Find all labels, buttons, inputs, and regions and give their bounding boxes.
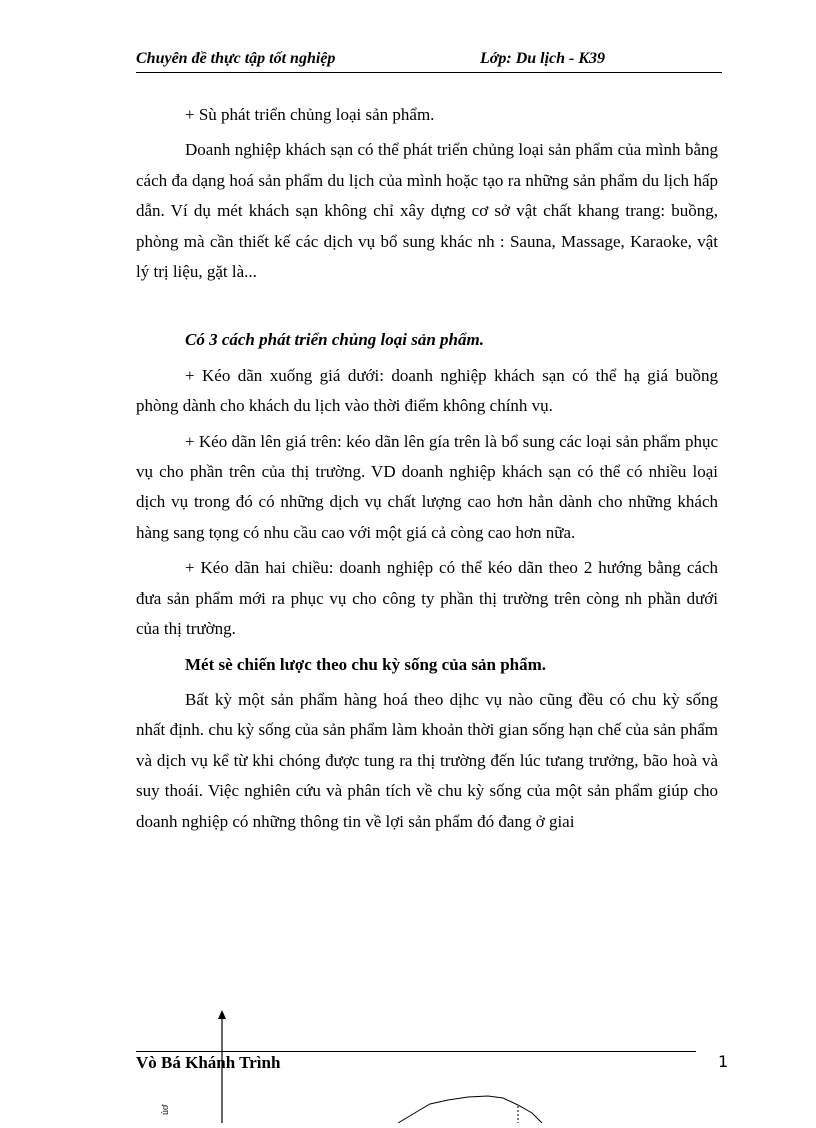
paragraph: Bất kỳ một sản phẩm hàng hoá theo dịhc vụ nào cũng đều có chu kỳ sống nhất định. chu kỳ sống của sản phẩm làm khoản thời gian sống hạn chế của sản phẩm và dịch vụ kể từ khi chóng được tung ra thị trường đến lúc tưang trưởng, bão hoà và suy thoái. Việc nghiên cứu và phân tích về chu kỳ sống của một sản phẩm giúp cho doanh nghiệp có những thông tin về lợi sản phẩm đó đang ở giai	[136, 689, 718, 831]
life-cycle-curve	[398, 1096, 542, 1123]
page-header	[136, 50, 722, 73]
paragraph-subheading: + Sù phát triển chủng loại sản phẩm.	[185, 105, 435, 124]
document-body	[136, 100, 718, 842]
paragraph: + Kéo dãn hai chiều: doanh nghiệp có thể kéo dãn theo 2 hướng bằng cách đưa sản phẩm mới ra phục vụ cho công ty phần thị trường trên còng nh phần dưới của thị trường.	[136, 558, 718, 639]
footer-divider	[136, 1051, 696, 1052]
paragraph: Doanh nghiệp khách sạn có thể phát triển chủng loại sản phẩm của mình bằng cách đa dạng hoá sản phẩm du lịch của mình hoặc tạo ra những sản phẩm du lịch hấp dẫn. Ví dụ mét khách sạn không chỉ xây dựng cơ sở vật chất khang trang: buồng, phòng mà cần thiết kế các dịch vụ bổ sung khác nh : Sauna, Massage, Karaoke, vật lý trị liệu, gặt là...	[136, 140, 718, 282]
section-heading: Có 3 cách phát triển chủng loại sản phẩm.	[185, 330, 484, 350]
section-heading: Mét sè chiến lược theo chu kỳ sống của sản phẩm.	[185, 654, 547, 674]
footer-author: Vò Bá Khánh Trình	[136, 1053, 281, 1072]
header-class-label: Lớp: Du lịch - K39	[480, 50, 606, 67]
page-number: 1	[718, 1052, 729, 1071]
paragraph: + Kéo dãn xuống giá dưới: doanh nghiệp khách sạn có thể hạ giá buồng phòng dành cho khách du lịch vào thời điểm không chính vụ.	[136, 365, 718, 416]
paragraph: + Kéo dãn lên giá trên: kéo dãn lên gía trên là bổ sung các loại sản phẩm phục vụ cho phần trên của thị trường. VD doanh nghiệp khách sạn có thể có nhiều loại dịch vụ trong đó có những dịch vụ chất lượng cao hơn hẳn dành cho những khách hàng sang tọng có nhu cầu cao với một giá cả còng cao hơn nữa.	[136, 431, 718, 542]
y-axis-arrow	[218, 1010, 226, 1019]
y-axis-label: ủơ	[160, 1104, 171, 1115]
header-course-title: Chuyên đề thực tập tốt nghiệp	[136, 50, 336, 67]
